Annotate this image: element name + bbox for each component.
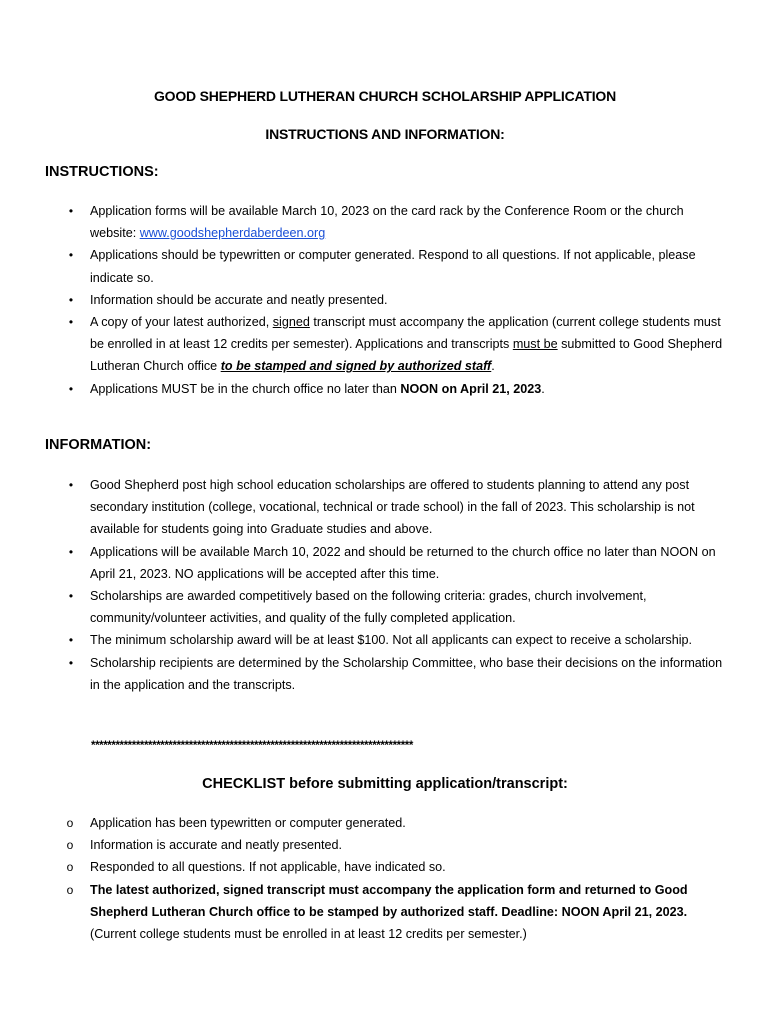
information-heading: INFORMATION: — [45, 437, 152, 453]
list-item: • Information should be accurate and neatly presented. — [0, 289, 770, 311]
separator-stars: ******************************************************************************* — [91, 740, 413, 752]
information-list — [0, 474, 770, 696]
checklist-heading: CHECKLIST before submitting application/transcript: — [202, 776, 568, 792]
instructions-list — [0, 200, 770, 400]
circle-bullet-icon: o — [66, 882, 74, 897]
checklist-list — [0, 812, 770, 945]
bullet-icon: • — [68, 655, 74, 670]
bullet-icon: • — [68, 589, 74, 604]
list-item: • Applications will be available March 10, 2022 and should be returned to the church office no later than NOON on April 21, 2023. NO applications will be accepted after this time. — [0, 541, 770, 585]
list-item: • Scholarship recipients are determined by the Scholarship Committee, who base their decisions on the information in the application and the transcripts. — [0, 652, 770, 696]
bullet-icon: • — [68, 204, 74, 218]
document-subtitle: INSTRUCTIONS AND INFORMATION: — [265, 126, 505, 142]
circle-bullet-icon: o — [66, 860, 74, 875]
document-title: GOOD SHEPHERD LUTHERAN CHURCH SCHOLARSHIP APPLICATION — [153, 88, 617, 104]
bullet-icon: • — [68, 292, 74, 307]
list-item: • Applications should be typewritten or computer generated. Respond to all questions. If not applicable, please indicate so. — [0, 244, 770, 288]
bullet-icon: • — [68, 544, 74, 559]
bullet-icon: • — [68, 633, 74, 648]
instructions-heading: INSTRUCTIONS: — [45, 164, 159, 180]
list-item: • A copy of your latest authorized, signed transcript must accompany the application (current college students must be enrolled in at least 12 credits per semester). Applications and transcripts must be submitted to Good Shepherd Lutheran Church office to be stamped and signed by authorized staff. — [0, 311, 770, 378]
list-item: • Good Shepherd post high school education scholarships are offered to students planning to attend any post secondary institution (college, vocational, technical or trade school) in the fall of 2023. This scholarship is not available for students going into Graduate studies and above. — [0, 474, 770, 541]
circle-bullet-icon: o — [66, 838, 74, 853]
bullet-icon: • — [68, 478, 74, 492]
bullet-icon: • — [68, 315, 74, 330]
list-item: o The latest authorized, signed transcript must accompany the application form and returned to Good Shepherd Lutheran Church office to be stamped by authorized staff. Deadline: NOON April 21, 2023. (Current college students must be enrolled in at least 12 credits per semester.) — [0, 879, 770, 946]
bullet-icon: • — [68, 381, 74, 396]
list-item: • Scholarships are awarded competitively based on the following criteria: grades, church involvement, community/volunteer activities, and quality of the fully completed application. — [0, 585, 770, 629]
bullet-icon: • — [68, 248, 74, 263]
list-item: • The minimum scholarship award will be at least $100. Not all applicants can expect to receive a scholarship. — [0, 629, 770, 651]
list-item: • Applications MUST be in the church office no later than NOON on April 21, 2023. — [0, 378, 770, 400]
list-item: o Information is accurate and neatly presented. — [0, 834, 770, 856]
church-website-link[interactable]: www.goodshepherdaberdeen.org — [139, 226, 326, 241]
list-item: • Application forms will be available March 10, 2023 on the card rack by the Conference Room or the church website: www.goodshepherdaberdeen.org — [0, 200, 770, 244]
circle-bullet-icon: o — [66, 816, 74, 830]
list-item: o Application has been typewritten or computer generated. — [0, 812, 770, 834]
list-item: o Responded to all questions. If not applicable, have indicated so. — [0, 856, 770, 878]
